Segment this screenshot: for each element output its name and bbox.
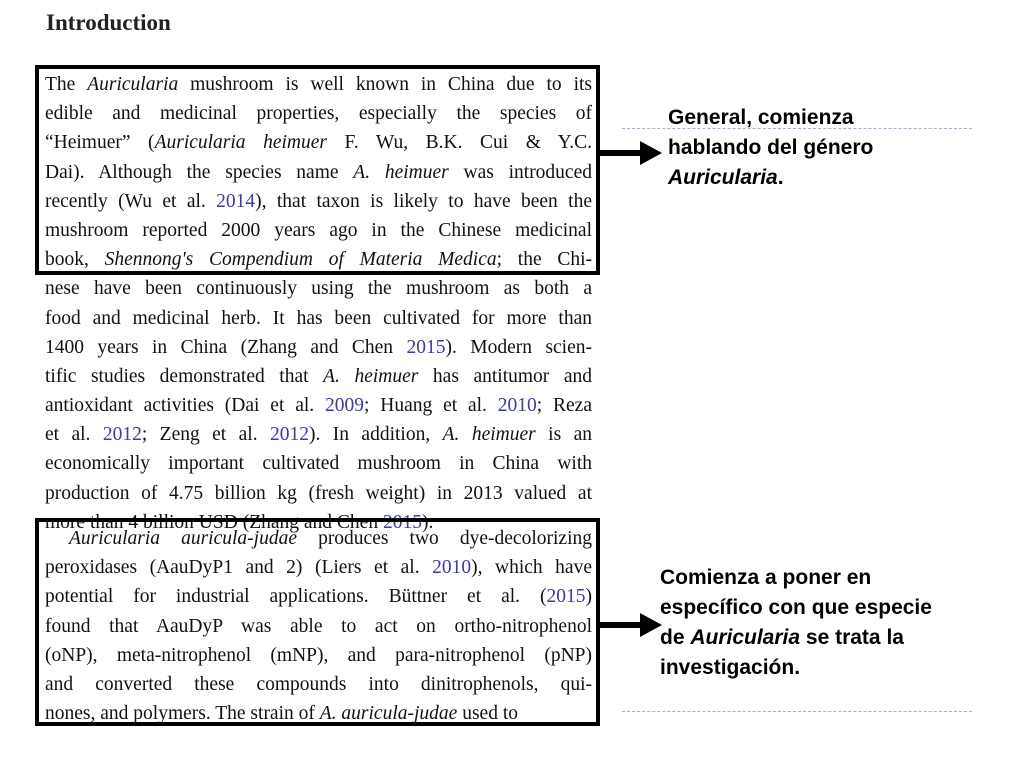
text-segment: ), that taxon is likely to have been the <box>255 190 592 212</box>
text-segment: food and medicinal herb. It has been cultivated for more than <box>45 307 592 329</box>
annotation-specific-line: de Auricularia se trata la <box>660 626 904 649</box>
section-heading: Introduction <box>46 10 171 35</box>
text-segment: recently (Wu et al. <box>45 190 217 212</box>
citation-year: 2012 <box>270 424 309 446</box>
text-segment: ), which have <box>471 557 592 579</box>
text-segment: The <box>45 74 88 95</box>
text-line <box>45 420 592 449</box>
text-segment: A. heimuer <box>353 161 449 183</box>
text-segment: ). Modern scien- <box>445 336 592 358</box>
text-segment: ). In addition, <box>309 424 443 446</box>
text-segment: has antitumor and <box>418 365 593 387</box>
text-segment: antioxidant activities (Dai et al. <box>45 395 325 417</box>
text-segment: A. heimuer <box>442 424 536 446</box>
text-segment: potential for industrial applications. Büttner et al. ( <box>45 586 547 608</box>
text-segment: produces two dye-decolorizing <box>296 528 592 549</box>
citation-year: 2012 <box>102 424 142 446</box>
text-line <box>45 391 592 420</box>
annotation-specific-line: Comienza a poner en <box>660 566 872 589</box>
arrow-right-icon <box>598 141 662 165</box>
text-segment: 1400 years in China (Zhang and Chen <box>45 336 407 358</box>
annotation-specific-line: investigación. <box>660 656 801 679</box>
slide-guide-line-bottom <box>622 711 972 712</box>
citation-year: 2009 <box>324 395 364 417</box>
text-segment: “Heimuer” ( <box>45 132 155 154</box>
citation-year: 2015 <box>382 511 422 533</box>
text-segment: economically important cultivated mushroom in China with <box>45 453 592 475</box>
annotation-specific <box>660 563 1000 683</box>
text-line <box>45 479 592 508</box>
text-segment: ; Zeng et al. <box>141 424 270 446</box>
text-segment: et al. <box>45 424 103 446</box>
annotation-general-line: General, comienza <box>668 106 854 129</box>
text-segment: A. auricula-judae <box>319 703 458 725</box>
text-line <box>45 333 592 362</box>
text-segment: nones, and polymers. The strain of <box>45 703 320 725</box>
text-line <box>45 449 592 478</box>
annotation-general <box>668 103 998 193</box>
text-segment: ; Reza <box>536 395 592 417</box>
text-segment: edible and medicinal properties, especially the species of <box>45 103 592 125</box>
text-segment: production of 4.75 billion kg (fresh weight) in 2013 valued at <box>45 482 592 504</box>
text-segment: Auricularia auricula-judae <box>69 528 297 549</box>
citation-year: 2015 <box>546 586 586 608</box>
text-segment: Auricularia heimuer <box>154 132 327 154</box>
text-segment: book, <box>45 249 105 271</box>
text-segment: ; the Chi- <box>496 249 592 271</box>
text-line <box>45 362 592 391</box>
text-segment: used to <box>457 703 518 725</box>
text-segment: found that AauDyP was able to act on ortho-nitrophenol <box>45 615 592 637</box>
text-segment: Auricularia <box>87 74 179 95</box>
citation-year: 2010 <box>432 557 472 579</box>
text-segment: tific studies demonstrated that <box>45 365 324 387</box>
annotation-general-line: hablando del género <box>668 136 874 159</box>
text-line <box>45 304 592 333</box>
text-segment: nese have been continuously using the mushroom as both a <box>45 278 592 300</box>
text-line <box>45 274 592 303</box>
citation-year: 2010 <box>497 395 537 417</box>
text-segment: (oNP), meta-nitrophenol (mNP), and para-nitrophenol (pNP) <box>45 644 592 666</box>
highlight-box-general <box>35 65 600 275</box>
citation-year: 2014 <box>216 190 256 212</box>
text-segment: Shennong's Compendium of Materia Medica <box>104 249 497 271</box>
text-segment: mushroom is well known in China due to its <box>178 74 592 95</box>
text-segment: ). <box>421 511 434 533</box>
annotation-specific-line: específico con que especie <box>660 596 932 619</box>
text-segment: Dai). Although the species name <box>45 161 354 183</box>
text-segment: is an <box>535 424 592 446</box>
text-segment: and converted these compounds into dinitrophenols, qui- <box>45 673 592 695</box>
citation-year: 2015 <box>406 336 446 358</box>
text-segment: ) <box>585 586 592 608</box>
text-segment: A. heimuer <box>323 365 419 387</box>
arrow-right-icon <box>598 613 662 637</box>
text-segment: was introduced <box>448 161 592 183</box>
text-segment: peroxidases (AauDyP1 and 2) (Liers et al. <box>45 557 433 579</box>
highlight-box-specific <box>35 518 600 726</box>
text-segment: ; Huang et al. <box>363 395 498 417</box>
annotation-general-line: Auricularia. <box>668 166 784 189</box>
text-segment: F. Wu, B.K. Cui & Y.C. <box>327 132 593 154</box>
text-segment: mushroom reported 2000 years ago in the Chinese medicinal <box>45 219 592 241</box>
text-segment: more than 4 billion USD (Zhang and Chen <box>45 511 383 533</box>
